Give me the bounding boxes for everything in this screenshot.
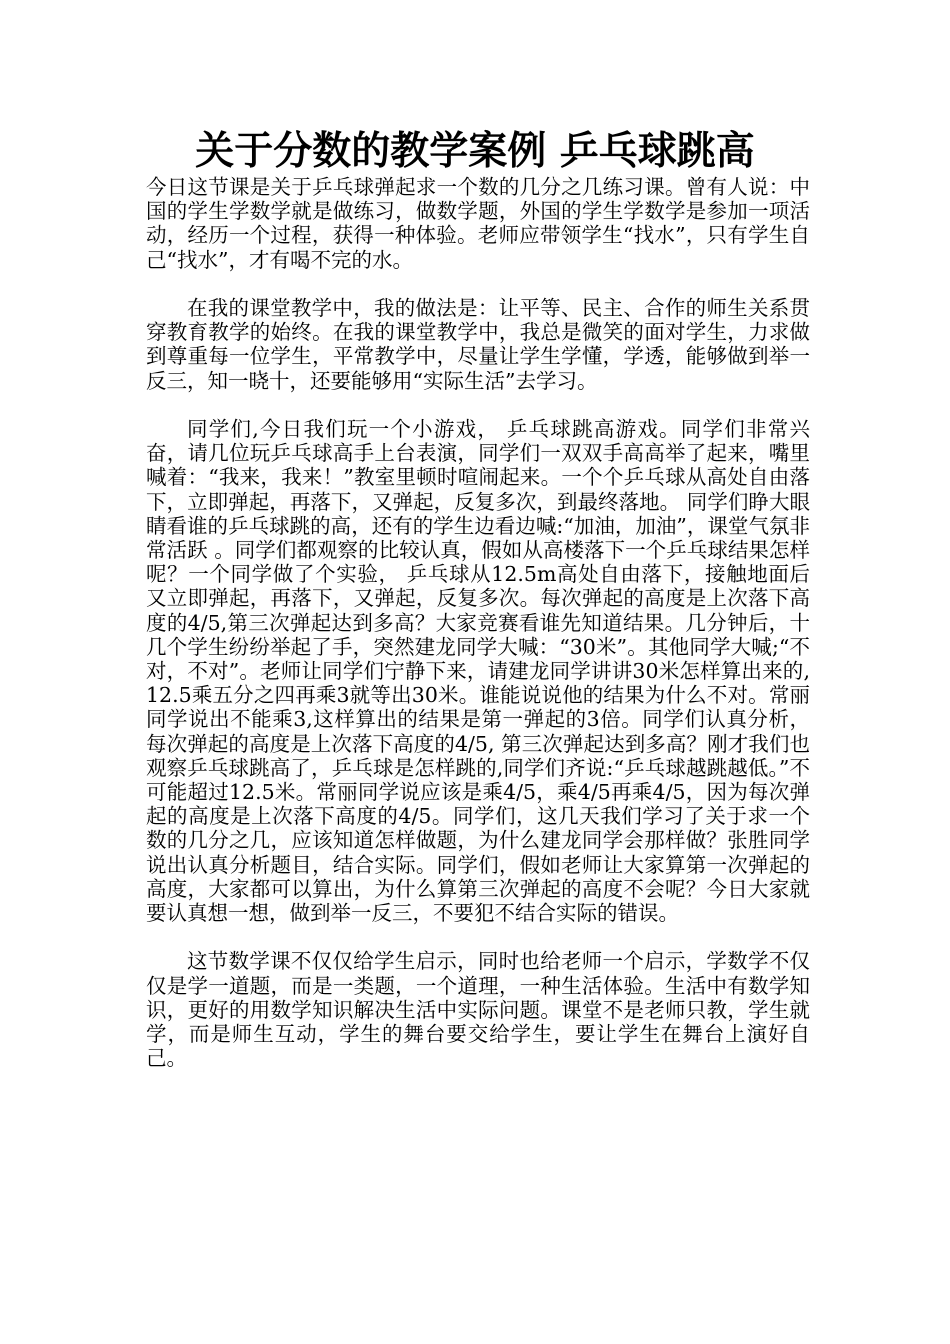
document-body [146,175,810,1095]
paragraph-intro: 今日这节课是关于乒乓球弹起求一个数的几分之几练习课。曾有人说：中国的学生学数学就是做练习，做数学题，外国的学生学数学是参加一项活动，经历一个过程，获得一种体验。老师应带领学生“找水”，只有学生自己“找水”，才有喝不完的水。 [146,175,810,272]
paragraph-teaching-approach: 在我的课堂教学中，我的做法是：让平等、民主、合作的师生关系贯穿教育教学的始终。在我的课堂教学中，我总是微笑的面对学生，力求做到尊重每一位学生，平常教学中，尽量让学生学懂，学透，能够做到举一反三，知一晓十，还要能够用“实际生活”去学习。 [146,296,810,393]
paragraph-game-story: 同学们,今日我们玩一个小游戏， 乒乓球跳高游戏。同学们非常兴奋，请几位玩乒乓球高手上台表演，同学们一双双手高高举了起来，嘴里喊着：“我来，我来！”教室里顿时喧闹起来。一个个乒乓球从高处自由落下，立即弹起，再落下，又弹起，反复多次，到最终落地。 同学们睁大眼睛看谁的乒乓球跳的高，还有的学生边看边喊:“加油，加油”，课堂气氛非常活跃 。同学们都观察的比较认真，假如从高楼落下一个乒乓球结果怎样呢？一个同学做了个实验， 乒乓球从12.5m高处自由落下，接触地面后又立即弹起，再落下，又弹起，反复多次。每次弹起的高度是上次落下高度的4/5,第三次弹起达到多高？大家竞赛看谁先知道结果。几分钟后，十几个学生纷纷举起了手，突然建龙同学大喊：“30米”。其他同学大喊;“不对，不对”。老师让同学们宁静下来，请建龙同学讲讲30米怎样算出来的,12.5乘五分之四再乘3就等出30米。谁能说说他的结果为什么不对。常丽同学说出不能乘3,这样算出的结果是第一弹起的3倍。同学们认真分析，每次弹起的高度是上次落下高度的4/5, 第三次弹起达到多高？刚才我们也观察乒乓球跳高了，乒乓球是怎样跳的,同学们齐说:“乒乓球越跳越低。”不可能超过12.5米。常丽同学说应该是乘4/5，乘4/5再乘4/5，因为每次弹起的高度是上次落下高度的4/5。同学们，这几天我们学习了关于求一个数的几分之几，应该知道怎样做题，为什么建龙同学会那样做？张胜同学说出认真分析题目，结合实际。同学们，假如老师让大家算第一次弹起的高度，大家都可以算出，为什么算第三次弹起的高度不会呢？今日大家就要认真想一想，做到举一反三，不要犯不结合实际的错误。 [146,417,810,926]
document-title: 关于分数的教学案例 乒乓球跳高 [195,128,755,174]
paragraph-reflection: 这节数学课不仅仅给学生启示，同时也给老师一个启示，学数学不仅仅是学一道题，而是一类题，一个道理，一种生活体验。生活中有数学知识，更好的用数学知识解决生活中实际问题。课堂不是老师只教，学生就学，而是师生互动，学生的舞台要交给学生，要让学生在舞台上演好自己。 [146,949,810,1071]
